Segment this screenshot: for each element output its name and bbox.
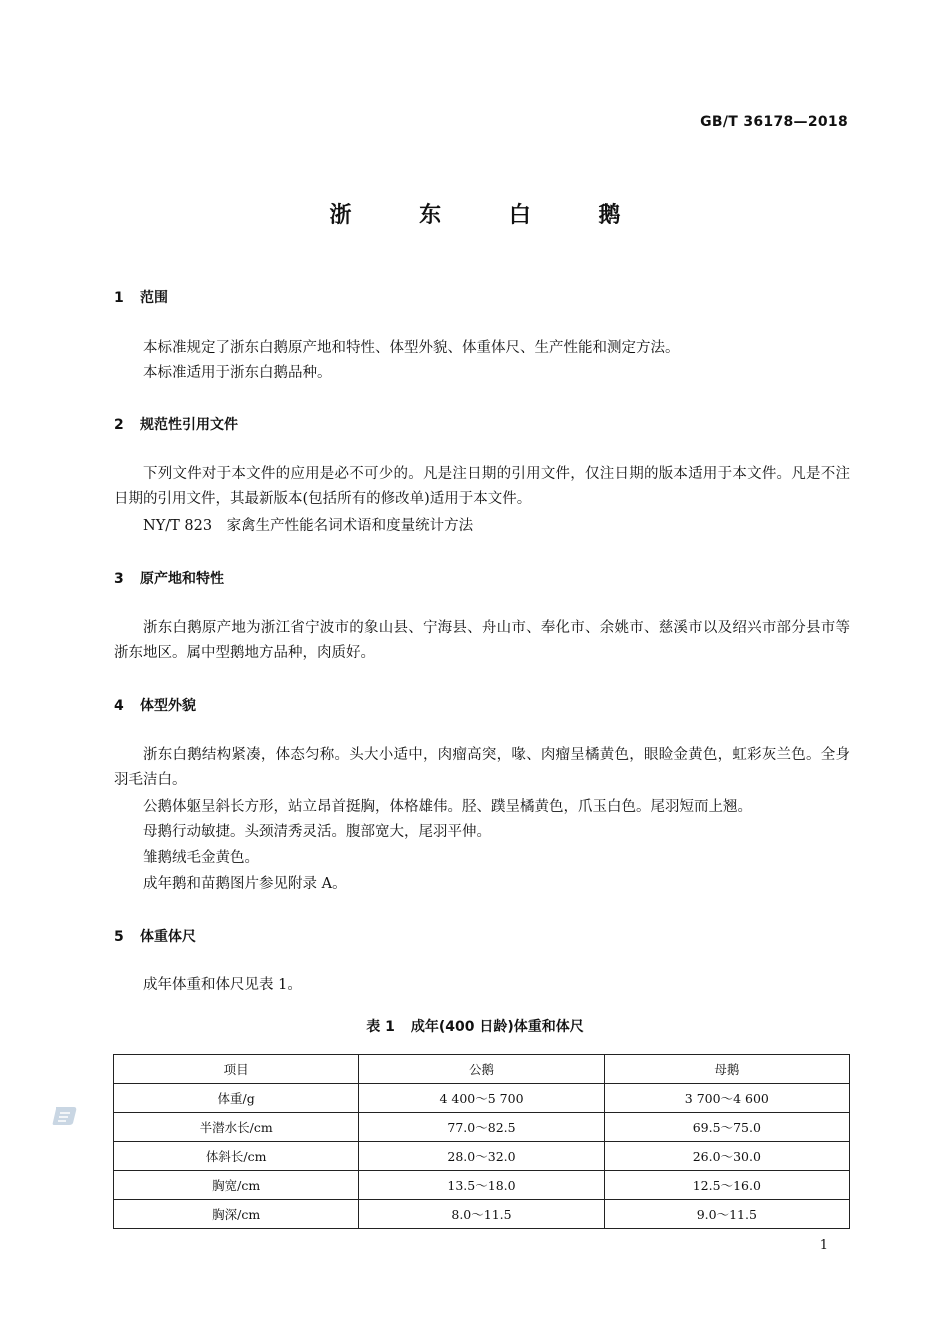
table-cell: 13.5～18.0 <box>359 1171 604 1200</box>
table-cell: 12.5～16.0 <box>604 1171 849 1200</box>
column-header: 母鹅 <box>604 1055 849 1084</box>
paragraph: 公鹅体躯呈斜长方形，站立昂首挺胸，体格雄伟。胫、蹼呈橘黄色，爪玉白色。尾羽短而上翘。 <box>143 799 752 815</box>
paragraph: 本标准规定了浙东白鹅原产地和特性、体型外貌、体重体尺、生产性能和测定方法。 <box>143 340 680 356</box>
paragraph: 成年体重和体尺见表 1。 <box>143 977 302 993</box>
paragraph: 本标准适用于浙东白鹅品种。 <box>143 365 332 381</box>
table-cell: 体重/g <box>114 1084 359 1113</box>
table-cell: 69.5～75.0 <box>604 1113 849 1142</box>
column-header: 公鹅 <box>359 1055 604 1084</box>
section-heading-1: 1 范围 <box>114 290 168 306</box>
table-row <box>114 1171 850 1200</box>
paragraph: 浙东白鹅原产地为浙江省宁波市的象山县、宁海县、舟山市、奉化市、余姚市、慈溪市以及绍兴市部分县市等浙东地区。属中型鹅地方品种，肉质好。 <box>114 620 850 661</box>
table-cell: 半潜水长/cm <box>114 1113 359 1142</box>
column-header: 项目 <box>114 1055 359 1084</box>
table-row <box>114 1113 850 1142</box>
document-title: 浙 东 白 鹅 <box>329 203 651 228</box>
data-table <box>113 1054 850 1229</box>
table-caption: 表 1 成年(400 日龄)体重和体尺 <box>366 1019 584 1035</box>
paragraph: 雏鹅绒毛金黄色。 <box>143 850 259 866</box>
table-row <box>114 1084 850 1113</box>
table-cell: 26.0～30.0 <box>604 1142 849 1171</box>
section-heading-2: 2 规范性引用文件 <box>114 417 238 433</box>
table-cell: 9.0～11.5 <box>604 1200 849 1229</box>
table-cell: 8.0～11.5 <box>359 1200 604 1229</box>
table-cell: 胸深/cm <box>114 1200 359 1229</box>
sac-logo-icon <box>52 1104 78 1126</box>
table-cell: 77.0～82.5 <box>359 1113 604 1142</box>
table-cell: 胸宽/cm <box>114 1171 359 1200</box>
table-cell: 28.0～32.0 <box>359 1142 604 1171</box>
table-header-row <box>114 1055 850 1084</box>
table-cell: 体斜长/cm <box>114 1142 359 1171</box>
section-heading-5: 5 体重体尺 <box>114 929 196 945</box>
paragraph: 成年鹅和苗鹅图片参见附录 A。 <box>143 876 347 892</box>
paragraph: NY/T 823 家禽生产性能名词术语和度量统计方法 <box>143 518 474 534</box>
paragraph: 母鹅行动敏捷。头颈清秀灵活。腹部宽大，尾羽平伸。 <box>143 824 491 840</box>
table-cell: 3 700～4 600 <box>604 1084 849 1113</box>
paragraph: 下列文件对于本文件的应用是必不可少的。凡是注日期的引用文件，仅注日期的版本适用于本文件。凡是不注日期的引用文件，其最新版本(包括所有的修改单)适用于本文件。 <box>114 466 850 507</box>
section-heading-3: 3 原产地和特性 <box>114 571 224 587</box>
standard-code: GB/T 36178—2018 <box>700 114 848 130</box>
section-heading-4: 4 体型外貌 <box>114 698 196 714</box>
table-row <box>114 1142 850 1171</box>
table-cell: 4 400～5 700 <box>359 1084 604 1113</box>
table-row <box>114 1200 850 1229</box>
page-number: 1 <box>819 1238 828 1253</box>
paragraph: 浙东白鹅结构紧凑，体态匀称。头大小适中，肉瘤高突，喙、肉瘤呈橘黄色，眼睑金黄色，虹彩灰兰色。全身羽毛洁白。 <box>114 747 850 788</box>
